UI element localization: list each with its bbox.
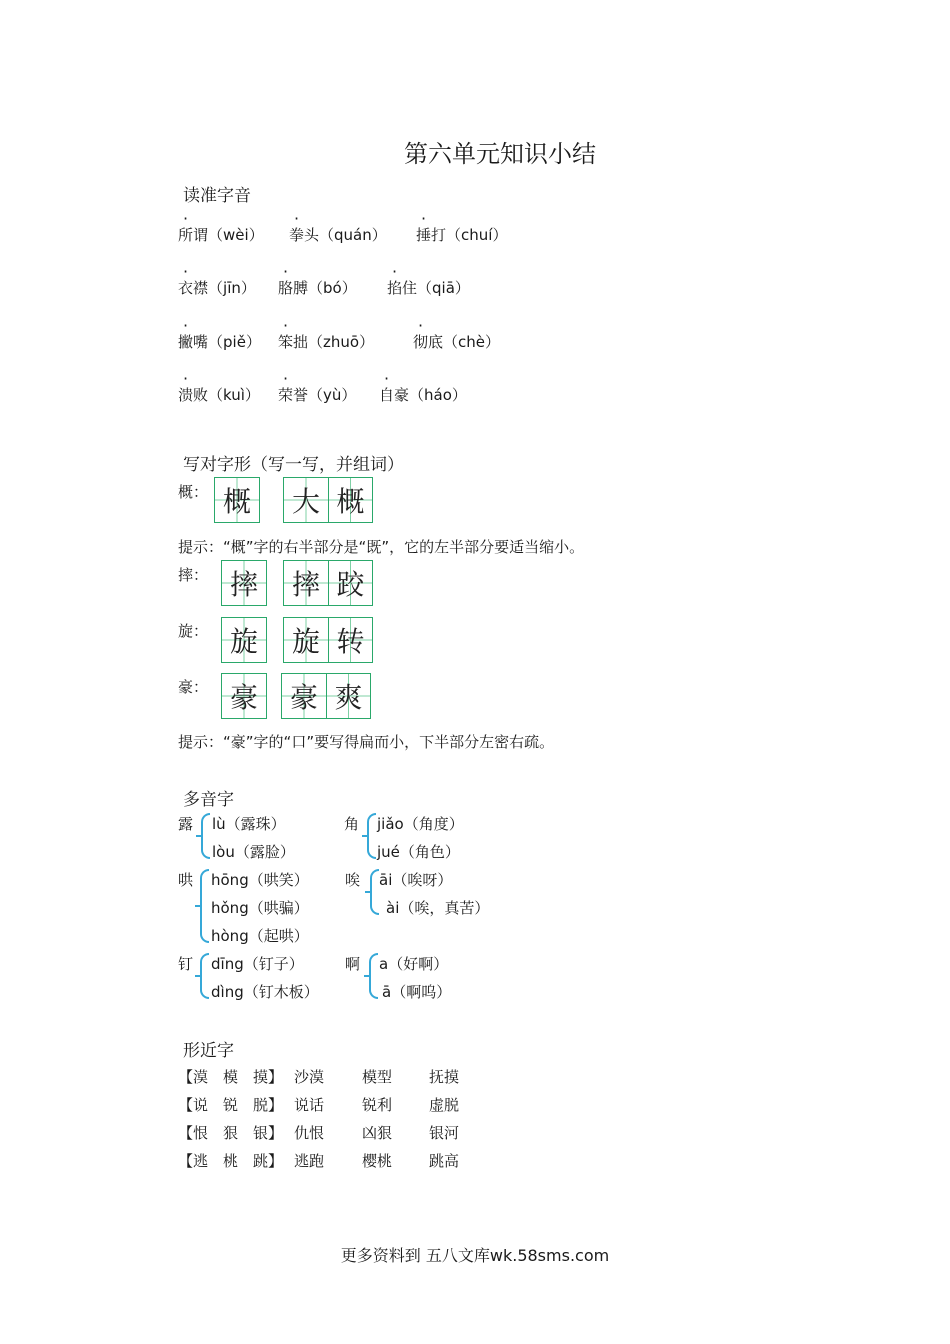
grid-cell: 旋 bbox=[284, 618, 328, 662]
pronunciation-item bbox=[178, 331, 261, 352]
dotted-char: 衣 bbox=[178, 279, 194, 297]
writing-label: 旋： bbox=[178, 622, 209, 640]
dotted-char: 溃 bbox=[178, 386, 194, 404]
similar-chars: 【漠 模 摸】 bbox=[178, 1068, 284, 1086]
similar-chars: 【说 锐 脱】 bbox=[178, 1096, 284, 1114]
similar-word: 逃跑 bbox=[294, 1152, 325, 1170]
grid-cell: 跤 bbox=[328, 561, 372, 605]
word-rest: 打 bbox=[431, 226, 447, 244]
writing-grid-word bbox=[283, 617, 373, 663]
grid-cell: 概 bbox=[328, 478, 372, 522]
dotted-char: 胳 bbox=[278, 279, 294, 297]
grid-cell: 概 bbox=[215, 478, 259, 522]
pronunciation-item bbox=[278, 331, 374, 352]
pronunciation-item bbox=[289, 224, 387, 245]
writing-grid-single bbox=[221, 560, 267, 606]
pronunciation-item bbox=[178, 384, 260, 405]
brace-icon bbox=[367, 813, 376, 859]
writing-grid-word bbox=[283, 560, 373, 606]
brace-icon bbox=[370, 869, 379, 915]
polyphonic-reading: a（好啊） bbox=[379, 955, 449, 973]
writing-label: 豪： bbox=[178, 678, 209, 696]
writing-hint: 提示：“豪”字的“口”要写得扁而小，下半部分左密右疏。 bbox=[178, 733, 555, 751]
grid-cell: 豪 bbox=[222, 674, 266, 718]
pinyin: （háo） bbox=[409, 386, 467, 404]
writing-grid-word bbox=[283, 477, 373, 523]
dotted-char: 自 bbox=[379, 386, 395, 404]
similar-word: 银河 bbox=[429, 1124, 460, 1142]
similar-word: 仇恨 bbox=[294, 1124, 325, 1142]
writing-grid-single bbox=[221, 673, 267, 719]
grid-cell: 豪 bbox=[282, 674, 326, 718]
brace-icon bbox=[369, 953, 378, 999]
dotted-char: 笨 bbox=[278, 333, 294, 351]
pinyin: （wèi） bbox=[208, 226, 264, 244]
word-rest: 败 bbox=[193, 386, 209, 404]
word-rest: 膊 bbox=[293, 279, 309, 297]
word-rest: 底 bbox=[428, 333, 444, 351]
polyphonic-reading: lòu（露脸） bbox=[212, 843, 295, 861]
polyphonic-char: 唉 bbox=[345, 871, 361, 889]
similar-word: 虚脱 bbox=[429, 1096, 460, 1114]
dotted-char: 捶 bbox=[416, 226, 432, 244]
grid-cell: 摔 bbox=[284, 561, 328, 605]
pronunciation-item bbox=[387, 277, 470, 298]
polyphonic-reading: hòng（起哄） bbox=[211, 927, 309, 945]
similar-chars: 【逃 桃 跳】 bbox=[178, 1152, 284, 1170]
similar-word: 樱桃 bbox=[362, 1152, 393, 1170]
pronunciation-item bbox=[278, 277, 357, 298]
writing-label: 摔： bbox=[178, 566, 209, 584]
polyphonic-reading: lù（露珠） bbox=[212, 815, 286, 833]
pinyin: （chuí） bbox=[446, 226, 508, 244]
word-rest: 誉 bbox=[293, 386, 309, 404]
similar-word: 锐利 bbox=[362, 1096, 393, 1114]
brace-icon bbox=[200, 953, 209, 999]
pronunciation-item bbox=[416, 224, 507, 245]
pronunciation-item bbox=[278, 384, 356, 405]
word-rest: 谓 bbox=[193, 226, 209, 244]
grid-cell: 旋 bbox=[222, 618, 266, 662]
pinyin: （yù） bbox=[308, 386, 357, 404]
pronunciation-item bbox=[178, 277, 256, 298]
pinyin: （quán） bbox=[319, 226, 387, 244]
word-rest: 住 bbox=[402, 279, 418, 297]
similar-word: 抚摸 bbox=[429, 1068, 460, 1086]
pinyin: （kuì） bbox=[208, 386, 260, 404]
pinyin: （bó） bbox=[308, 279, 357, 297]
dotted-char: 拳 bbox=[289, 226, 305, 244]
writing-label: 概： bbox=[178, 483, 209, 501]
similar-word: 沙漠 bbox=[294, 1068, 325, 1086]
dotted-char: 荣 bbox=[278, 386, 294, 404]
polyphonic-char: 钉 bbox=[178, 955, 194, 973]
writing-grid-single bbox=[221, 617, 267, 663]
polyphonic-reading: dīng（钉子） bbox=[211, 955, 304, 973]
similar-word: 跳高 bbox=[429, 1152, 460, 1170]
grid-cell: 大 bbox=[284, 478, 328, 522]
pronunciation-item bbox=[178, 224, 264, 245]
pinyin: （piě） bbox=[208, 333, 261, 351]
dotted-char: 掐 bbox=[387, 279, 403, 297]
pinyin: （jīn） bbox=[208, 279, 256, 297]
pinyin: （zhuō） bbox=[308, 333, 375, 351]
similar-chars: 【恨 狠 银】 bbox=[178, 1124, 284, 1142]
pronunciation-item bbox=[413, 331, 500, 352]
word-rest: 豪 bbox=[394, 386, 410, 404]
polyphonic-reading: hōng（哄笑） bbox=[211, 871, 309, 889]
similar-word: 模型 bbox=[362, 1068, 393, 1086]
footer-link-text: 更多资料到 五八文库wk.58sms.com bbox=[340, 1246, 610, 1265]
section-heading-similar: 形近字 bbox=[183, 1041, 234, 1061]
polyphonic-reading: āi（唉呀） bbox=[379, 871, 453, 889]
similar-word: 说话 bbox=[294, 1096, 325, 1114]
similar-word: 凶狠 bbox=[362, 1124, 393, 1142]
polyphonic-char: 露 bbox=[178, 815, 194, 833]
brace-icon bbox=[201, 813, 210, 859]
polyphonic-reading: ā（啊呜） bbox=[382, 983, 452, 1001]
polyphonic-char: 角 bbox=[344, 815, 360, 833]
grid-cell: 转 bbox=[328, 618, 372, 662]
pinyin: （qiā） bbox=[417, 279, 470, 297]
polyphonic-reading: ài（唉，真苦） bbox=[386, 899, 490, 917]
writing-grid-single bbox=[214, 477, 260, 523]
grid-cell: 摔 bbox=[222, 561, 266, 605]
dotted-char: 所 bbox=[178, 226, 194, 244]
section-heading-pronunciation: 读准字音 bbox=[183, 186, 251, 206]
polyphonic-reading: jué（角色） bbox=[377, 843, 460, 861]
writing-hint: 提示：“概”字的右半部分是“既”，它的左半部分要适当缩小。 bbox=[178, 538, 585, 556]
dotted-char: 彻 bbox=[413, 333, 429, 351]
polyphonic-reading: hǒng（哄骗） bbox=[211, 899, 309, 917]
word-rest: 头 bbox=[304, 226, 320, 244]
polyphonic-reading: dìng（钉木板） bbox=[211, 983, 319, 1001]
section-heading-polyphonic: 多音字 bbox=[183, 790, 234, 810]
section-heading-writing: 写对字形（写一写，并组词） bbox=[183, 455, 404, 475]
word-rest: 襟 bbox=[193, 279, 209, 297]
word-rest: 拙 bbox=[293, 333, 309, 351]
polyphonic-char: 哄 bbox=[178, 871, 194, 889]
brace-icon bbox=[200, 869, 209, 943]
word-rest: 嘴 bbox=[193, 333, 209, 351]
pinyin: （chè） bbox=[443, 333, 501, 351]
pronunciation-item bbox=[379, 384, 467, 405]
grid-cell: 爽 bbox=[326, 674, 370, 718]
writing-grid-word bbox=[281, 673, 371, 719]
page-title: 第六单元知识小结 bbox=[404, 140, 596, 168]
polyphonic-reading: jiǎo（角度） bbox=[377, 815, 464, 833]
dotted-char: 撇 bbox=[178, 333, 194, 351]
polyphonic-char: 啊 bbox=[345, 955, 361, 973]
